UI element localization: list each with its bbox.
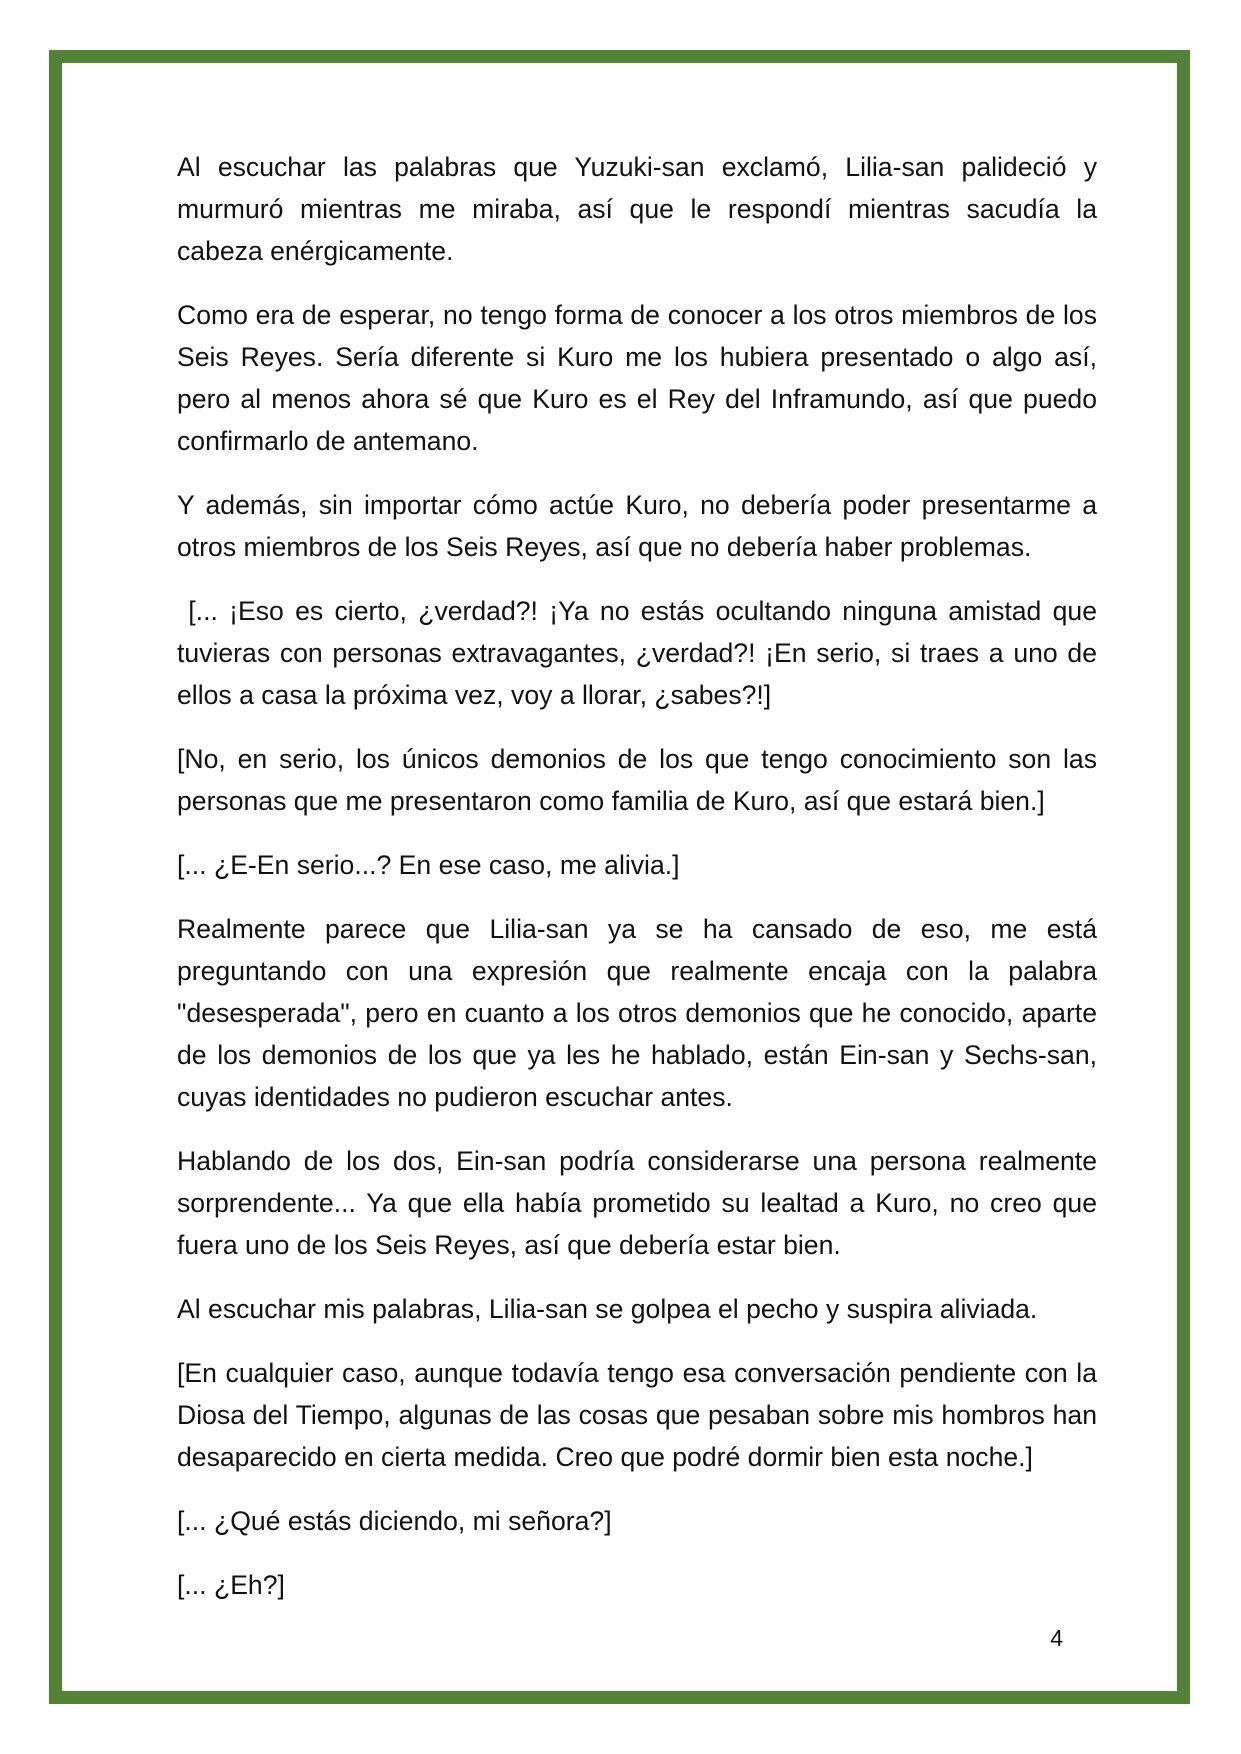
paragraph: Y además, sin importar cómo actúe Kuro, no debería poder presentarme a otros miembros de los Seis Reyes, así que no debería haber problemas. [177, 490, 1097, 562]
paragraph: [En cualquier caso, aunque todavía tengo esa conversación pendiente con la Diosa del Tiempo, algunas de las cosas que pesaban sobre mis hombros han desaparecido en cierta medida. Creo que podré dormir bien esta noche.] [177, 1358, 1097, 1472]
paragraph: [... ¡Eso es cierto, ¿verdad?! ¡Ya no estás ocultando ninguna amistad que tuvieras con personas extravagantes, ¿verdad?! ¡En serio, si traes a uno de ellos a casa la próxima vez, voy a llorar, ¿sabes?!] [177, 596, 1097, 710]
paragraph: Como era de esperar, no tengo forma de conocer a los otros miembros de los Seis Reyes. Sería diferente si Kuro me los hubiera presentado o algo así, pero al menos ahora sé que Kuro es el Rey del Inframundo, así que puedo confirmarlo de antemano. [177, 300, 1097, 456]
paragraph: [No, en serio, los únicos demonios de los que tengo conocimiento son las personas que me presentaron como familia de Kuro, así que estará bien.] [177, 744, 1097, 816]
page-number: 4 [1050, 1625, 1063, 1651]
paragraph: [... ¿Eh?] [177, 1570, 285, 1600]
paragraph: Al escuchar las palabras que Yuzuki-san exclamó, Lilia-san palideció y murmuró mientras me miraba, así que le respondí mientras sacudía la cabeza enérgicamente. [177, 152, 1097, 266]
paragraph: [... ¿Qué estás diciendo, mi señora?] [177, 1506, 612, 1536]
document-body [62, 63, 1177, 1628]
paragraph: [... ¿E-En serio...? En ese caso, me alivia.] [177, 850, 680, 880]
paragraph: Realmente parece que Lilia-san ya se ha cansado de eso, me está preguntando con una expresión que realmente encaja con la palabra "desesperada", pero en cuanto a los otros demonios que he conocido, aparte de los demonios de los que ya les he hablado, están Ein-san y Sechs-san, cuyas identidades no pudieron escuchar antes. [177, 914, 1097, 1112]
paragraph: Hablando de los dos, Ein-san podría considerarse una persona realmente sorprendente... Ya que ella había prometido su lealtad a Kuro, no creo que fuera uno de los Seis Reyes, así que debería estar bien. [177, 1146, 1097, 1260]
paragraph: Al escuchar mis palabras, Lilia-san se golpea el pecho y suspira aliviada. [177, 1294, 1038, 1324]
